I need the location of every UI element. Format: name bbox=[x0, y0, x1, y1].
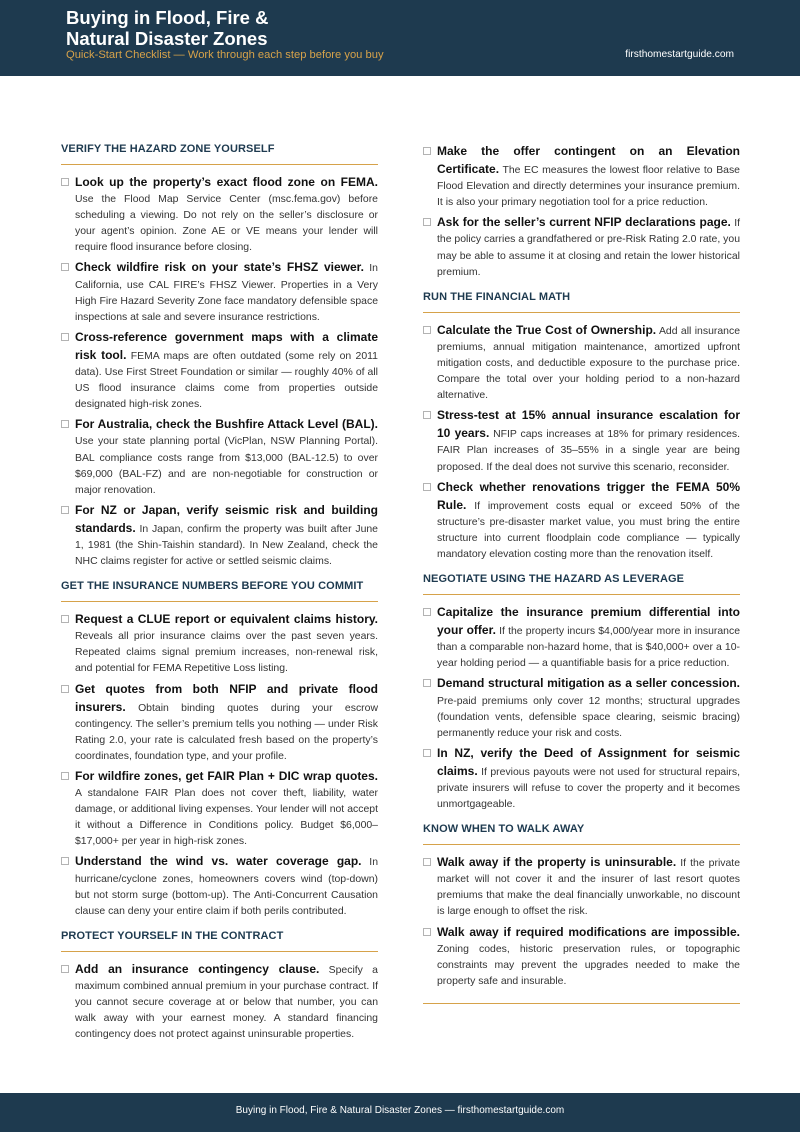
checkbox[interactable] bbox=[423, 147, 431, 155]
checklist-item bbox=[423, 854, 740, 920]
section-title: VERIFY THE HAZARD ZONE YOURSELF bbox=[61, 143, 378, 165]
checkbox[interactable] bbox=[423, 483, 431, 491]
checkbox[interactable] bbox=[423, 326, 431, 334]
checklist-item bbox=[423, 407, 740, 475]
item-body: FEMA maps are often outdated (some rely on 2011 data). Use First Street Foundation or similar — roughly 40% of all US flood insurance claims come from properties outside designated high-risk zones. bbox=[75, 350, 378, 411]
checkbox[interactable] bbox=[423, 858, 431, 866]
title-line-2: Natural Disaster Zones bbox=[66, 28, 268, 49]
item-body: Specify a maximum combined annual premium in your purchase contract. If you cannot secure coverage at or below that number, you can walk away with your earnest money. A standard financing contingency does not protect against uninsurable properties. bbox=[75, 964, 378, 1041]
item-lead: Add an insurance contingency clause. bbox=[75, 961, 320, 976]
checklist-item bbox=[61, 768, 378, 850]
page-subtitle: Quick-Start Checklist — Work through each step before you buy bbox=[66, 49, 384, 61]
item-lead: Make the offer contingent on an Elevation Certificate. bbox=[437, 144, 740, 177]
item-body: The EC measures the lowest floor relative to Base Flood Elevation and directly determines your insurance premium. It is also your primary negotiation tool for a price reduction. bbox=[437, 165, 740, 209]
checkbox[interactable] bbox=[423, 928, 431, 936]
item-body: If the property incurs $4,000/year more in insurance than a comparable non-hazard home, that is $40,000+ over a 10-year holding period — a quantifiable basis for a price reduction. bbox=[437, 626, 741, 670]
checklist-item bbox=[61, 329, 378, 413]
checklist-item bbox=[423, 604, 740, 672]
item-lead: For wildfire zones, get FAIR Plan + DIC wrap quotes. bbox=[75, 769, 378, 783]
section-title: GET THE INSURANCE NUMBERS BEFORE YOU COMMIT bbox=[61, 580, 378, 602]
checkbox[interactable] bbox=[61, 857, 69, 865]
item-body: Pre-paid premiums only cover 12 months; structural upgrades (foundation vents, defensible space clearing, seismic bracing) permanently reduce your risk and costs. bbox=[437, 695, 740, 739]
item-body: If previous payouts were not used for structural repairs, private insurers will refuse to cover the property and it becomes unmortgageable. bbox=[437, 766, 741, 811]
item-lead: Understand the wind vs. water coverage gap. bbox=[75, 854, 362, 869]
section-insurance-numbers bbox=[61, 580, 378, 920]
item-body: In California, use CAL FIRE’s FHSZ Viewer. Properties in a Very High Fire Hazard Severity Zone face mandatory defensible space inspections at sale and severe insurance restrictions. bbox=[75, 263, 378, 323]
section-end-rule bbox=[423, 1003, 740, 1004]
checkbox[interactable] bbox=[61, 685, 69, 693]
section-title: NEGOTIATE USING THE HAZARD AS LEVERAGE bbox=[423, 573, 740, 595]
checkbox[interactable] bbox=[61, 772, 69, 780]
checklist-item bbox=[61, 259, 378, 325]
item-lead: For NZ or Japan, verify seismic risk and building standards. bbox=[75, 502, 378, 535]
item-body: Add all insurance premiums, annual mitigation maintenance, amortized upfront mitigation costs, and deductible exposure to the purchase price. Compare the total over your holding period to a non-hazard alternative. bbox=[437, 325, 740, 402]
item-lead: Look up the property’s exact flood zone on FEMA. bbox=[75, 175, 378, 189]
checklist-item bbox=[61, 961, 378, 1043]
checklist-item bbox=[423, 479, 740, 563]
checklist-item bbox=[61, 611, 378, 677]
checklist-item bbox=[423, 924, 740, 990]
item-lead: Stress-test at 15% annual insurance escalation for 10 years. bbox=[437, 408, 740, 441]
item-body: Zoning codes, historic preservation rules, or topographic constraints may prevent the upgrades needed to make the property safe and insurable. bbox=[437, 943, 740, 987]
checklist-item bbox=[423, 322, 740, 404]
checklist-item bbox=[61, 681, 378, 765]
item-body: Reveals all prior insurance claims over the past seven years. Repeated claims signal premium increases, non-renewal risk, and potential for FEMA Repetitive Loss listing. bbox=[75, 631, 378, 675]
item-body: If the policy carries a grandfathered or pre-Risk Rating 2.0 rate, you may be able to assume it at closing and retain the lower historical premium. bbox=[437, 218, 740, 278]
item-lead: Cross-reference government maps with a climate risk tool. bbox=[75, 329, 378, 362]
item-lead: In NZ, verify the Deed of Assignment for seismic claims. bbox=[437, 745, 740, 778]
page-footer: Buying in Flood, Fire & Natural Disaster Zones — firsthomestartguide.com bbox=[0, 1093, 800, 1132]
section-title: RUN THE FINANCIAL MATH bbox=[423, 291, 740, 313]
item-lead: Walk away if the property is uninsurable. bbox=[437, 855, 677, 870]
checkbox[interactable] bbox=[61, 615, 69, 623]
item-body: Use your state planning portal (VicPlan, NSW Planning Portal). BAL compliance costs range from $13,000 (BAL-12.5) to over $69,000 (BAL-FZ) and are non-negotiable for construction or major renovation. bbox=[75, 436, 378, 496]
checklist-item bbox=[423, 675, 740, 741]
item-lead: For Australia, check the Bushfire Attack Level (BAL). bbox=[75, 417, 378, 432]
item-body: A standalone FAIR Plan does not cover theft, liability, water damage, or additional living expenses. Your lender will not accept it without a Difference in Conditions policy. Budget $6,000–$17,000+ per year in high-risk zones. bbox=[75, 788, 378, 848]
right-column bbox=[423, 143, 740, 1004]
section-title: PROTECT YOURSELF IN THE CONTRACT bbox=[61, 930, 378, 952]
title-line-1: Buying in Flood, Fire & bbox=[66, 7, 269, 28]
item-lead: Capitalize the insurance premium differential into your offer. bbox=[437, 605, 740, 638]
page-title bbox=[66, 7, 268, 49]
section-protect-contract bbox=[61, 930, 378, 1043]
item-body: If the private market will not cover it and the insurer of last resort quotes premiums that make the deal financially unworkable, no discount is large enough to offset the risk. bbox=[437, 858, 741, 918]
checkbox[interactable] bbox=[423, 679, 431, 687]
checklist-item bbox=[61, 416, 378, 498]
checkbox[interactable] bbox=[61, 506, 69, 514]
checkbox[interactable] bbox=[61, 333, 69, 341]
checklist-item bbox=[423, 214, 740, 280]
item-body: Obtain binding quotes during your escrow contingency. The seller’s premium tells you nothing — under Risk Rating 2.0, your rate is calculated fresh based on the property’s coordinates, foundation type, and your profile. bbox=[75, 702, 378, 762]
item-lead: Get quotes from both NFIP and private flood insurers. bbox=[75, 681, 378, 714]
checklist-item bbox=[423, 745, 740, 813]
checkbox[interactable] bbox=[61, 178, 69, 186]
checklist-item bbox=[61, 853, 378, 919]
section-verify-hazard-zone bbox=[61, 143, 378, 570]
checkbox[interactable] bbox=[61, 420, 69, 428]
item-body: Use the Flood Map Service Center (msc.fema.gov) before scheduling a viewing. Do not rely on the seller’s disclosure or your agent’s opinion. Zone AE or VE means your lender will require flood insurance before closing. bbox=[75, 194, 378, 254]
item-lead: Request a CLUE report or equivalent claims history. bbox=[75, 612, 378, 627]
item-body: NFIP caps increases at 18% for primary residences. FAIR Plan increases of 35–55% in a single year are being proposed. If the deal does not survive this scenario, reconsider. bbox=[437, 429, 740, 473]
checkbox[interactable] bbox=[423, 749, 431, 757]
item-body: In hurricane/cyclone zones, homeowners covers wind (top-down) but not storm surge (bottom-up). The Anti-Concurrent Causation clause can deny your entire claim if both perils contributed. bbox=[75, 857, 379, 917]
checkbox[interactable] bbox=[61, 965, 69, 973]
item-body: If improvement costs equal or exceed 50% of the structure’s pre-disaster market value, you must bring the entire structure into current floodplain code compliance — typically mandatory elevation costing more than the renovation itself. bbox=[437, 500, 740, 560]
checkbox[interactable] bbox=[423, 411, 431, 419]
checklist-item bbox=[61, 174, 378, 256]
item-lead: Ask for the seller’s current NFIP declarations page. bbox=[437, 215, 731, 230]
section-financial-math bbox=[423, 291, 740, 563]
checkbox[interactable] bbox=[423, 608, 431, 616]
section-protect-contract-continued bbox=[423, 143, 740, 281]
section-walk-away bbox=[423, 823, 740, 1004]
section-negotiate-leverage bbox=[423, 573, 740, 813]
checklist-item bbox=[423, 143, 740, 211]
item-lead: Calculate the True Cost of Ownership. bbox=[437, 322, 657, 337]
page-header bbox=[0, 0, 800, 76]
item-lead: Walk away if required modifications are impossible. bbox=[437, 924, 740, 939]
checklist-item bbox=[61, 502, 378, 570]
item-lead: Check whether renovations trigger the FEMA 50% Rule. bbox=[437, 479, 740, 512]
section-title: KNOW WHEN TO WALK AWAY bbox=[423, 823, 740, 845]
site-name: firsthomestartguide.com bbox=[625, 49, 734, 60]
item-lead: Demand structural mitigation as a seller concession. bbox=[437, 676, 740, 691]
left-column bbox=[61, 143, 378, 1046]
checkbox[interactable] bbox=[423, 218, 431, 226]
item-lead: Check wildfire risk on your state’s FHSZ viewer. bbox=[75, 260, 364, 275]
checkbox[interactable] bbox=[61, 263, 69, 271]
item-body: In Japan, confirm the property was built after June 1, 1981 (the Shin-Taishin standard). In New Zealand, check the NHC claims register for active or settled seismic claims. bbox=[75, 523, 378, 568]
